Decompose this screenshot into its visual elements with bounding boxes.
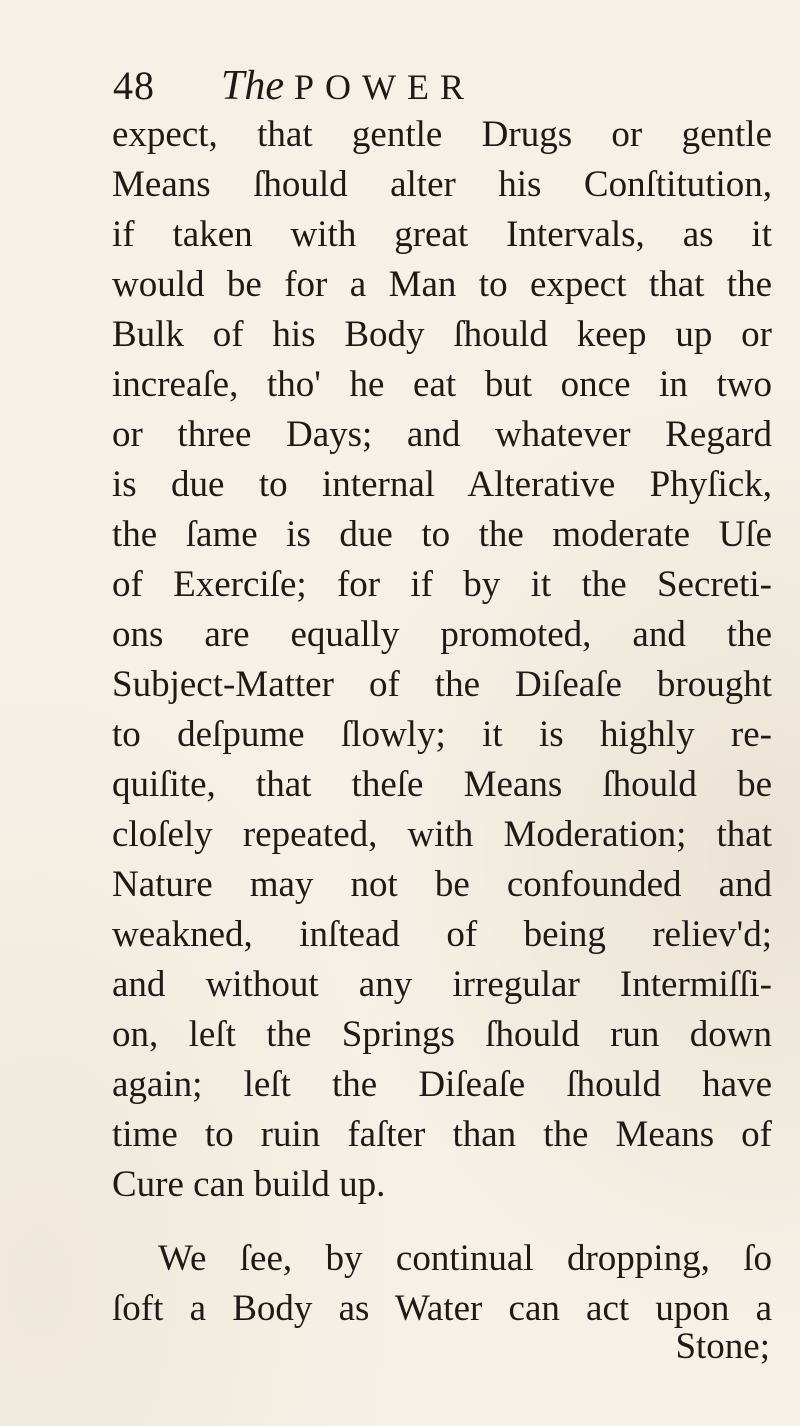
running-header (113, 62, 475, 110)
paragraph-gap (112, 1210, 772, 1234)
page-number: 48 (113, 63, 155, 108)
text-line: ons are equally promoted, and the (112, 614, 772, 655)
running-title (221, 62, 475, 110)
text-line: weakned, inſtead of being reliev'd; (112, 914, 772, 955)
text-line: time to ruin faſter than the Means of (112, 1114, 772, 1155)
text-line: expect, that gentle Drugs or gentle (112, 114, 772, 155)
text-line: ſoft a Body as Water can act upon a (112, 1288, 772, 1329)
text-line: Subject-Matter of the Diſeaſe brought (112, 664, 772, 705)
paragraph (112, 1234, 772, 1334)
text-line: Cure can build up. (112, 1164, 386, 1205)
text-line: on, leſt the Springs ſhould run down (112, 1014, 772, 1055)
text-line: Means ſhould alter his Conſtitution, (112, 164, 772, 205)
running-title-word: POWER (294, 67, 475, 107)
text-line: of Exerciſe; for if by it the Secreti- (112, 564, 772, 605)
text-line: increaſe, tho' he eat but once in two (112, 364, 772, 405)
text-line: We ſee, by continual dropping, ſo (158, 1238, 772, 1279)
running-title-article: The (221, 63, 284, 109)
text-line: is due to internal Alterative Phyſick, (112, 464, 772, 505)
text-line: would be for a Man to expect that the (112, 264, 772, 305)
text-line: Bulk of his Body ſhould keep up or (112, 314, 772, 355)
text-line: again; leſt the Diſeaſe ſhould have (112, 1064, 772, 1105)
text-line: if taken with great Intervals, as it (112, 214, 772, 255)
text-line: the ſame is due to the moderate Uſe (112, 514, 772, 555)
paragraph (112, 110, 772, 1210)
catchword: Stone; (675, 1326, 770, 1367)
text-line: Nature may not be confounded and (112, 864, 772, 905)
text-line: to deſpume ſlowly; it is highly re- (112, 714, 772, 755)
text-line: and without any irregular Intermiſſi- (112, 964, 772, 1005)
body-text (112, 110, 772, 1334)
text-line: cloſely repeated, with Moderation; that (112, 814, 772, 855)
text-line: or three Days; and whatever Regard (112, 414, 772, 455)
text-line: quiſite, that theſe Means ſhould be (112, 764, 772, 805)
